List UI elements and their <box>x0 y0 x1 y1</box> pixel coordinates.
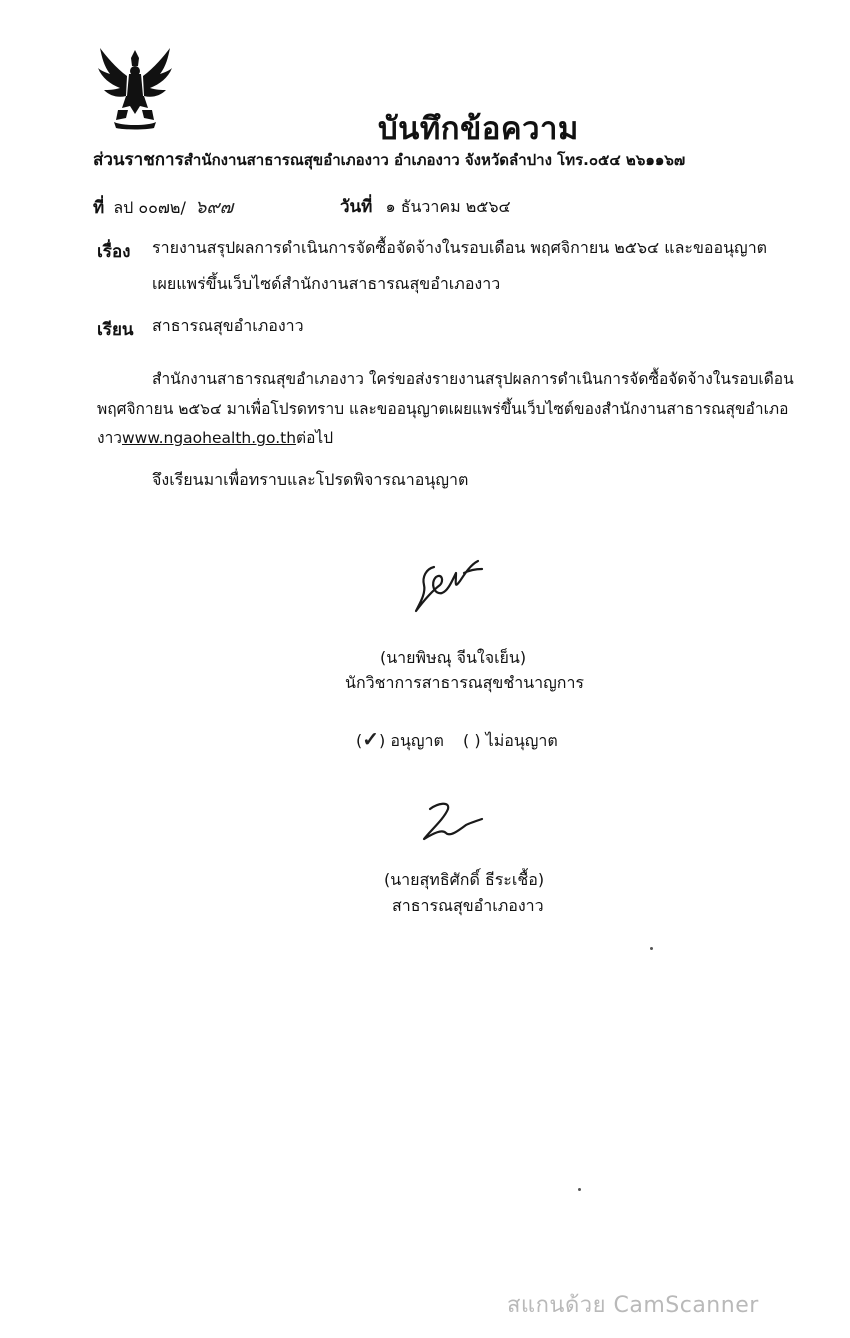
agency-row <box>93 152 685 169</box>
garuda-emblem-icon <box>96 44 174 130</box>
signer1-position: นักวิชาการสาธารณสุขชำนาญการ <box>345 673 585 692</box>
body-line-1: สำนักงานสาธารณสุขอำเภองาว ใคร่ขอส่งรายงานสรุปผลการดำเนินการจัดซื้อจัดจ้างในรอบเดือน <box>152 370 794 388</box>
ref-label: ที่ <box>93 198 105 218</box>
agency-value: สำนักงานสาธารณสุขอำเภองาว อำเภองาว จังหวัดลำปาง โทร.๐๕๔ ๒๖๑๑๖๗ <box>183 151 686 169</box>
website-link[interactable]: www.ngaohealth.go.th <box>121 429 297 447</box>
camscanner-watermark: สแกนด้วย CamScanner <box>507 1293 759 1318</box>
signature-1 <box>412 555 492 617</box>
approval-row <box>356 729 558 749</box>
agency-label: ส่วนราชการ <box>93 150 184 170</box>
scan-speck <box>650 947 653 950</box>
subject-label: เรื่อง <box>97 242 131 262</box>
reject-option[interactable]: ( ) ไม่อนุญาต <box>463 731 558 750</box>
body-line-3 <box>97 431 333 447</box>
body-line-3-suffix: ต่อไป <box>296 429 334 447</box>
document-title: บันทึกข้อความ <box>378 111 579 147</box>
signature-2 <box>412 795 492 851</box>
to-value: สาธารณสุขอำเภองาว <box>152 316 304 335</box>
date-label: วันที่ <box>340 197 373 217</box>
date-value: ๑ ธันวาคม ๒๕๖๔ <box>385 197 511 216</box>
ref-value: ลป ๐๐๗๒/ <box>113 198 186 217</box>
check-mark-icon: ✓ <box>362 727 380 751</box>
subject-line-1: รายงานสรุปผลการดำเนินการจัดซื้อจัดจ้างในรอบเดือน พฤศจิกายน ๒๕๖๔ และขออนุญาต <box>152 238 768 257</box>
ref-row <box>93 199 233 217</box>
date-row <box>340 199 511 216</box>
approve-option[interactable]: ) อนุญาต <box>379 731 444 750</box>
approve-open: ( <box>356 731 363 750</box>
subject-line-2: เผยแพร่ขึ้นเว็บไซด์สำนักงานสาธารณสุขอำเภองาว <box>152 274 501 293</box>
scan-speck <box>578 1188 581 1191</box>
body-line-3-prefix: งาว <box>97 429 122 447</box>
ref-handwritten: ๖๙๗ <box>194 197 234 218</box>
signer2-name: (นายสุทธิศักดิ์ ธีระเชื้อ) <box>384 870 545 889</box>
body-line-2: พฤศจิกายน ๒๕๖๔ มาเพื่อโปรดทราบ และขออนุญาตเผยแพร่ขึ้นเว็บไซต์ของสำนักงานสาธารณสุขอำเภอ <box>97 400 789 418</box>
closing-text: จึงเรียนมาเพื่อทราบและโปรดพิจารณาอนุญาต <box>152 470 469 489</box>
to-label: เรียน <box>97 320 134 340</box>
signer2-position: สาธารณสุขอำเภองาว <box>392 896 544 915</box>
signer1-name: (นายพิษณุ จีนใจเย็น) <box>380 648 527 667</box>
